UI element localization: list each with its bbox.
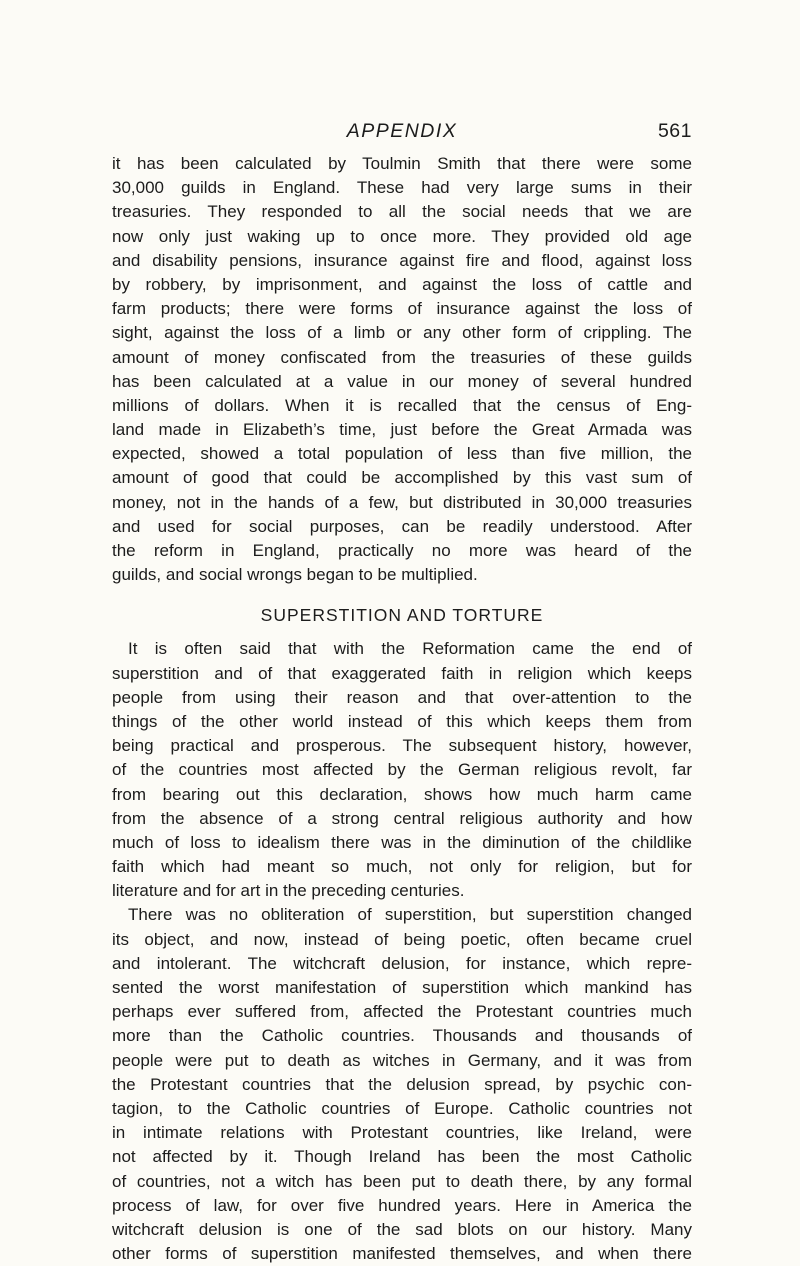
text-line: of the countries most affected by the German religious revolt, far <box>112 760 692 780</box>
text-line: its object, and now, instead of being poetic, often became cruel <box>112 929 692 949</box>
text-line: it has been calculated by Toulmin Smith that there were some <box>112 154 692 173</box>
running-title: APPENDIX <box>346 120 458 142</box>
page-header <box>112 113 692 149</box>
text-line: witchcraft delusion is one of the sad blots on our history. Many <box>112 1219 692 1239</box>
text-line: treasuries. They responded to all the social needs that we are <box>112 202 692 222</box>
text-line: has been calculated at a value in our money of several hundred <box>112 371 692 391</box>
text-line: from the absence of a strong central religious authority and how <box>112 808 692 828</box>
text-line: It is often said that with the Reformation came the end of <box>128 639 692 659</box>
section-heading: SUPERSTITION AND TORTURE <box>260 605 544 626</box>
text-line: farm products; there were forms of insurance against the loss of <box>112 299 692 319</box>
text-line: now only just waking up to once more. They provided old age <box>112 226 692 246</box>
text-line: sented the worst manifestation of superstition which mankind has <box>112 978 692 997</box>
text-line: other forms of superstition manifested themselves, and when there <box>112 1244 692 1264</box>
text-line: There was no obliteration of superstition, but superstition changed <box>128 905 692 925</box>
text-line: more than the Catholic countries. Thousands and thousands of <box>112 1026 692 1046</box>
text-line: being practical and prosperous. The subsequent history, however, <box>112 736 692 756</box>
text-line: money, not in the hands of a few, but distributed in 30,000 treasuries <box>112 492 692 512</box>
text-line: perhaps ever suffered from, affected the Protestant countries much <box>112 1002 692 1022</box>
body-text <box>112 152 692 1266</box>
text-line: 30,000 guilds in England. These had very large sums in their <box>112 178 692 198</box>
text-line: faith which had meant so much, not only for religion, but for <box>112 857 692 877</box>
text-line: in intimate relations with Protestant countries, like Ireland, were <box>112 1123 692 1143</box>
text-line: amount of good that could be accomplished by this vast sum of <box>112 468 692 488</box>
text-line: things of the other world instead of this which keeps them from <box>112 711 692 731</box>
text-line: superstition and of that exaggerated faith in religion which keeps <box>112 663 692 683</box>
text-line: and intolerant. The witchcraft delusion, for instance, which repre- <box>112 953 692 973</box>
text-line: people from using their reason and that over-attention to the <box>112 687 692 707</box>
text-line: much of loss to idealism there was in the diminution of the childlike <box>112 832 692 852</box>
text-line: of countries, not a witch has been put to death there, by any formal <box>112 1171 692 1191</box>
paragraph-guilds <box>112 152 692 587</box>
text-line: the Protestant countries that the delusion spread, by psychic con- <box>112 1074 692 1094</box>
paragraph-reformation <box>112 637 692 903</box>
text-line: literature and for art in the preceding centuries. <box>112 881 465 901</box>
paragraph-witchcraft <box>112 903 692 1266</box>
text-line: and used for social purposes, can be readily understood. After <box>112 516 692 536</box>
text-line: guilds, and social wrongs began to be multiplied. <box>112 565 478 585</box>
text-line: sight, against the loss of a limb or any other form of crippling. The <box>112 323 692 343</box>
text-line: from bearing out this declaration, shows how much harm came <box>112 784 692 804</box>
page-number: 561 <box>657 120 692 142</box>
text-line: the reform in England, practically no more was heard of the <box>112 541 692 560</box>
text-line: by robbery, by imprisonment, and against the loss of cattle and <box>112 274 692 294</box>
text-line: millions of dollars. When it is recalled that the census of Eng- <box>112 395 692 415</box>
text-line: tagion, to the Catholic countries of Europe. Catholic countries not <box>112 1098 692 1118</box>
text-line: expected, showed a total population of less than five million, the <box>112 444 692 464</box>
text-line: people were put to death as witches in Germany, and it was from <box>112 1050 692 1070</box>
text-line: amount of money confiscated from the treasuries of these guilds <box>112 347 692 367</box>
text-line: and disability pensions, insurance against fire and flood, against loss <box>112 250 692 270</box>
text-line: land made in Elizabeth’s time, just before the Great Armada was <box>112 420 692 440</box>
text-line: not affected by it. Though Ireland has been the most Catholic <box>112 1147 692 1167</box>
text-line: process of law, for over five hundred years. Here in America the <box>112 1195 692 1215</box>
